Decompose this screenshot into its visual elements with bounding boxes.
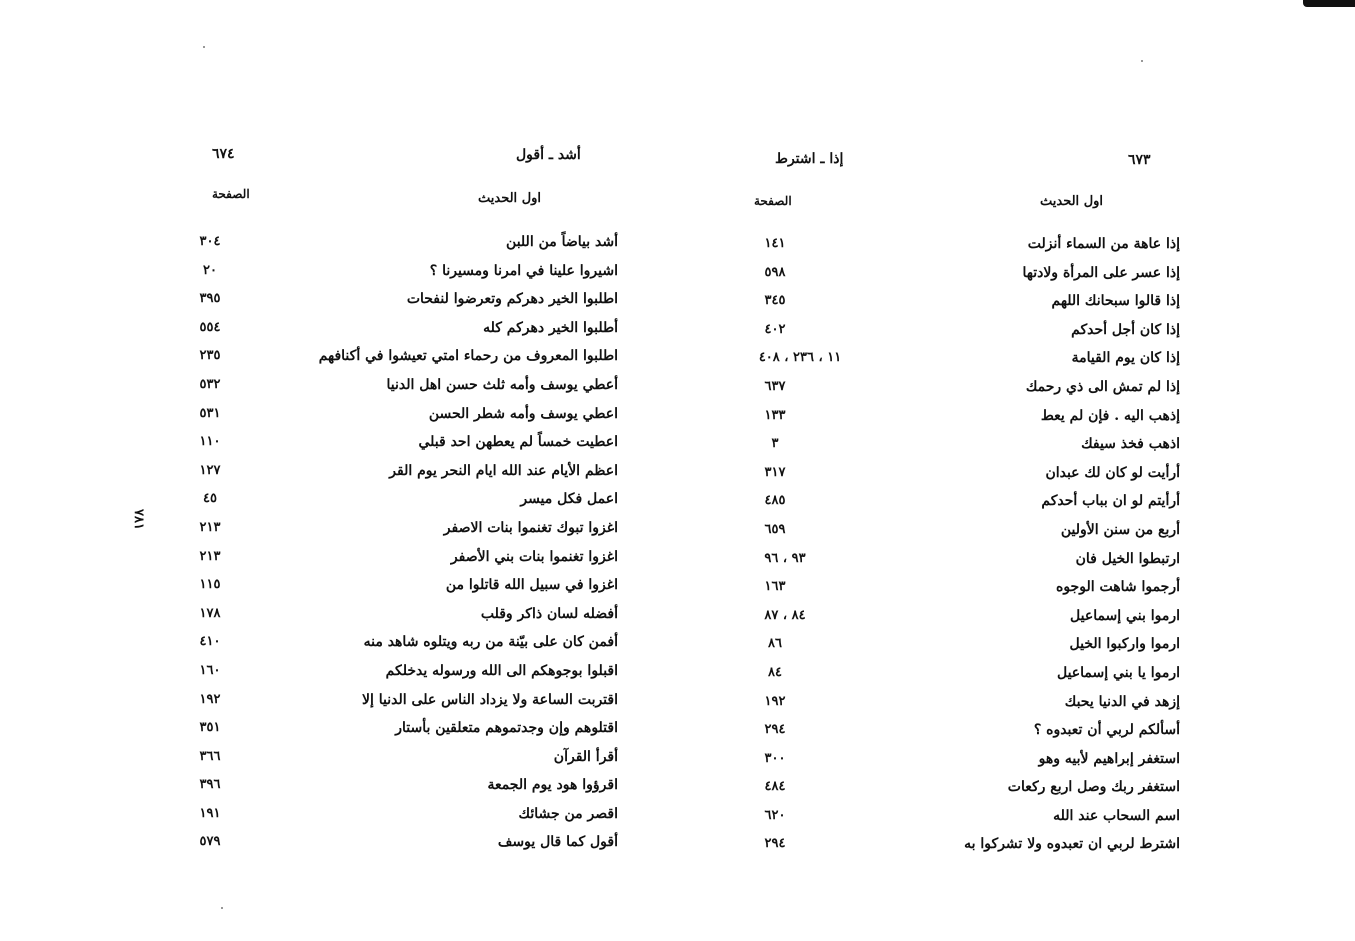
- list-item: اشترط لربي ان تعبدوه ولا تشركوا به ٢٩٤: [764, 836, 1180, 853]
- list-item: ارموا يا بني إسماعيل ٨٤: [768, 664, 1180, 681]
- list-item: استغفر إبراهيم لأبيه وهو ٣٠٠: [764, 750, 1180, 767]
- list-item: اعطيت خمساً لم يعطهن احد قبلي ١١٠: [199, 434, 618, 451]
- index-list: [730, 232, 1180, 861]
- list-item: استغفر ربك وصل اربع ركعات ٤٨٤: [764, 779, 1180, 796]
- list-item: أرأيت لو كان لك عبدان ٣١٧: [764, 464, 1180, 481]
- list-item: أرجموا شاهت الوجوه ١٦٣: [764, 579, 1180, 596]
- list-item: اسم السحاب عند الله ٦٢٠: [764, 807, 1180, 824]
- list-item: إذا عسر على المرأة ولادتها ٥٩٨: [764, 264, 1180, 281]
- list-item: اقتلوهم وإن وجدتموهم متعلقين بأستار ٣٥١: [199, 720, 618, 737]
- list-item: أسألكم لربي أن تعبدوه ؟ ٢٩٤: [764, 722, 1180, 739]
- right-page: [700, 0, 1355, 941]
- list-item: أشد بياضاً من اللبن ٣٠٤: [199, 234, 618, 250]
- list-item: أقول كما قال يوسف ٥٧٩: [199, 834, 618, 851]
- list-item: اغزوا تبوك تغنموا بنات الاصفر ٢١٣: [199, 519, 618, 536]
- list-item: ارتبطوا الخيل فان ٩٣ ، ٩٦: [764, 550, 1180, 567]
- list-item: ارموا واركبوا الخيل ٨٦: [768, 636, 1180, 653]
- list-item: أقرأ القرآن ٣٦٦: [199, 748, 618, 765]
- list-item: أرأيتم لو ان بباب أحدكم ٤٨٥: [764, 493, 1180, 510]
- index-list: [170, 230, 618, 859]
- list-item: ارموا بني إسماعيل ٨٤ ، ٨٧: [764, 607, 1180, 624]
- list-item: اقصر من جشائك ١٩١: [199, 805, 618, 822]
- list-item: إزهد في الدنيا يحبك ١٩٢: [764, 693, 1180, 710]
- column-header-page: الصفحة: [754, 194, 792, 208]
- list-item: اذهب فخذ سيفك ٣: [771, 436, 1180, 453]
- list-item: إذا قالوا سبحانك اللهم ٣٤٥: [764, 293, 1180, 310]
- side-number: ٧٨١: [130, 509, 146, 530]
- list-item: اغزوا تغنموا بنات بني الأصفر ٢١٣: [199, 548, 618, 565]
- page-range: أشد ـ أقول: [516, 147, 581, 163]
- list-item: إذا كان يوم القيامة ١١ ، ٢٣٦ ، ٤٠٨: [758, 350, 1180, 367]
- list-item: إذا لم تمش الى ذي رحمك ٦٣٧: [764, 378, 1180, 395]
- page-number: ٦٧٤: [212, 146, 235, 162]
- list-item: اطلبوا الخير دهركم وتعرضوا لنفحات ٣٩٥: [199, 291, 618, 308]
- column-header-ref: اول الحديث: [1040, 194, 1104, 209]
- list-item: اشيروا علينا في امرنا ومسيرنا ؟ ٢٠: [203, 262, 618, 279]
- list-item: اطلبوا المعروف من رحماء امتي تعيشوا في أكنافهم ٢٣٥: [199, 348, 618, 365]
- list-item: اقرؤوا هود يوم الجمعة ٣٩٦: [199, 777, 618, 794]
- list-item: اعطي يوسف وأمه شطر الحسن ٥٣١: [199, 405, 618, 422]
- list-item: إذا كان أجل أحدكم ٤٠٢: [764, 321, 1180, 338]
- list-item: اعمل فكل ميسر ٤٥: [203, 491, 618, 508]
- page-range: إذا ـ اشترط: [775, 151, 844, 167]
- page-number: ٦٧٣: [1128, 152, 1151, 168]
- list-item: اغزوا في سبيل الله قاتلوا من ١١٥: [199, 577, 618, 594]
- list-item: اقبلوا بوجوهكم الى الله ورسوله يدخلكم ١٦٠: [199, 662, 618, 679]
- list-item: أفمن كان على بيّنة من ربه ويتلوه شاهد منه ٤١٠: [199, 634, 618, 651]
- list-item: إذهب اليه . فإن لم يعط ١٣٣: [764, 407, 1180, 424]
- list-item: اعظم الأيام عند الله ايام النحر يوم القر ١٢٧: [199, 462, 618, 479]
- column-header-page: الصفحة: [212, 187, 250, 201]
- left-page: [0, 0, 660, 941]
- list-item: إذا عاهة من السماء أنزلت ١٤١: [764, 236, 1180, 252]
- list-item: اقتربت الساعة ولا يزداد الناس على الدنيا إلا ١٩٢: [199, 691, 618, 708]
- list-item: أربع من سنن الأولين ٦٥٩: [764, 521, 1180, 538]
- list-item: أطلبوا الخير دهركم كله ٥٥٤: [199, 319, 618, 336]
- column-header-ref: اول الحديث: [478, 191, 542, 206]
- list-item: أفضله لسان ذاكر وقلب ١٧٨: [199, 605, 618, 622]
- list-item: أعطي يوسف وأمه ثلث حسن اهل الدنيا ٥٣٢: [199, 376, 618, 393]
